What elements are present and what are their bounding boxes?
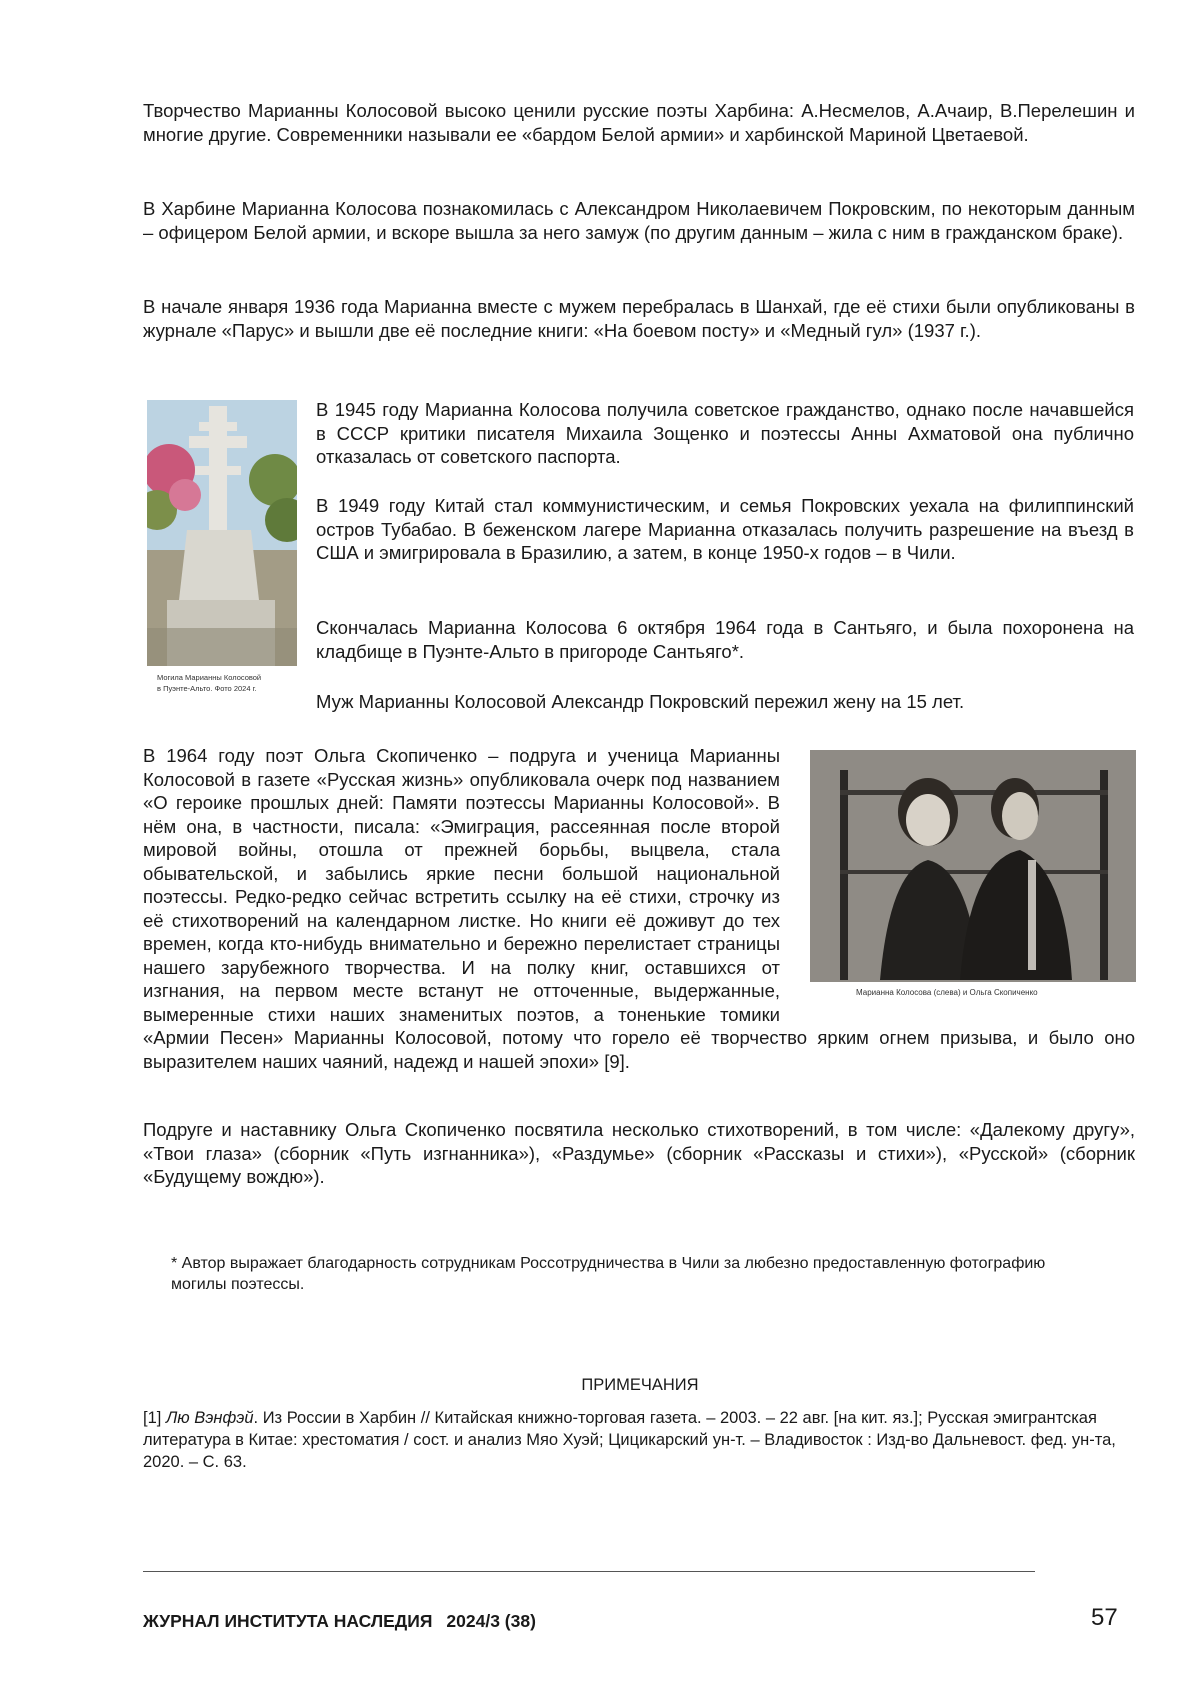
footer-divider [143,1571,1035,1572]
document-page [0,0,1200,1697]
portrait-photo [810,750,1136,982]
paragraph: Муж Марианны Колосовой Александр Покровский пережил жену на 15 лет. [316,690,1134,714]
paragraph: Подруге и наставнику Ольга Скопиченко посвятила несколько стихотворений, в том числе: «Далекому другу», «Твои глаза» (сборник «Путь изгнанника»), «Раздумье» (сборник «Рассказы и стихи»), «Русской» (сборник «Будущему вождю»). [143,1118,1135,1189]
paragraph: Творчество Марианны Колосовой высоко ценили русские поэты Харбина: А.Несмелов, А.Ачаир, В.Перелешин и многие другие. Современники называли ее «бардом Белой армии» и харбинской Мариной Цветаевой. [143,99,1135,146]
portrait-photo-caption: Марианна Колосова (слева) и Ольга Скопиченко [856,988,1038,997]
grave-photo-drawing [147,400,297,666]
footnote: * Автор выражает благодарность сотрудникам Россотрудничества в Чили за любезно предоставленную фотографию могилы поэтессы. [171,1253,1071,1295]
note-number: [1] [143,1409,161,1427]
notes-heading: ПРИМЕЧАНИЯ [0,1376,1200,1395]
caption-line: Могила Марианны Колосовой [157,673,261,682]
page-number: 57 [1091,1604,1118,1632]
paragraph: В 1949 году Китай стал коммунистическим, и семья Покровских уехала на филиппинский остров Тубабао. В беженском лагере Марианна отказалась получить разрешение на въезд в США и эмигрировала в Бразилию, а затем, в конце 1950-х годов – в Чили. [316,494,1134,565]
grave-photo-caption [157,672,307,694]
grave-photo [147,400,297,666]
note-item [143,1407,1135,1473]
note-author: Лю Вэнфэй [166,1409,254,1427]
journal-issue: 2024/3 (38) [446,1611,536,1631]
portrait-photo-drawing [810,750,1136,982]
caption-line: в Пуэнте-Альто. Фото 2024 г. [157,684,257,693]
paragraph: В 1945 году Марианна Колосова получила советское гражданство, однако после начавшейся в СССР критики писателя Михаила Зощенко и поэтессы Анны Ахматовой она публично отказалась от советского паспорта. [316,398,1134,469]
paragraph: Скончалась Марианна Колосова 6 октября 1964 года в Сантьяго, и была похоронена на кладбище в Пуэнте-Альто в пригороде Сантьяго*. [316,616,1134,663]
paragraph: В Харбине Марианна Колосова познакомилась с Александром Николаевичем Покровским, по некоторым данным – офицером Белой армии, и вскоре вышла за него замуж (по другим данным – жила с ним в гражданском браке). [143,197,1135,244]
journal-title [143,1611,536,1632]
note-text: . Из России в Харбин // Китайская книжно-торговая газета. – 2003. – 22 авг. [на кит. яз.]; Русская эмигрантская литература в Китае: хрестоматия / сост. и анализ Мяо Хуэй; Цицикарский ун-т. – Владивосток : Изд-во Дальневост. фед. ун-та, 2020. – С. 63. [143,1409,1116,1471]
paragraph: В начале января 1936 года Марианна вместе с мужем перебралась в Шанхай, где её стихи были опубликованы в журнале «Парус» и вышли две её последние книги: «На боевом посту» и «Медный гул» (1937 г.). [143,295,1135,342]
journal-name: ЖУРНАЛ ИНСТИТУТА НАСЛЕДИЯ [143,1611,432,1631]
paragraph-text: В 1964 году поэт Ольга Скопиченко – подруга и ученица Марианны Колосовой в газете «Русская жизнь» опубликовала очерк под названием «О героике прошлых дней: Памяти поэтессы Марианны Колосовой». В нём она, в частности, писала: «Эмиграция, рассеянная после второй мировой войны, отошла от прежней борьбы, выцвела, стала обывательской, и забылись яркие песни большой национальной поэтессы. Редко-редко сейчас встретить ссылку на её стихи, строчку из её стихотворений на календарном листке. Но книги её доживут до тех времен, когда кто-нибудь внимательно и бережно перелистает страницы нашего зарубежного творчества. И на полку книг, оставшихся от изгнания, на первом месте встанут не отточенные, выдержанные, вымеренные стихи наших знаменитых поэтов, а тоненькие томики «Армии Песен» Марианны Колосовой, потому что горело её творчество ярким огнем призыва, и было оно выразителем наших чаяний, надежд и нашей эпохи» [9]. [143,745,1135,1072]
